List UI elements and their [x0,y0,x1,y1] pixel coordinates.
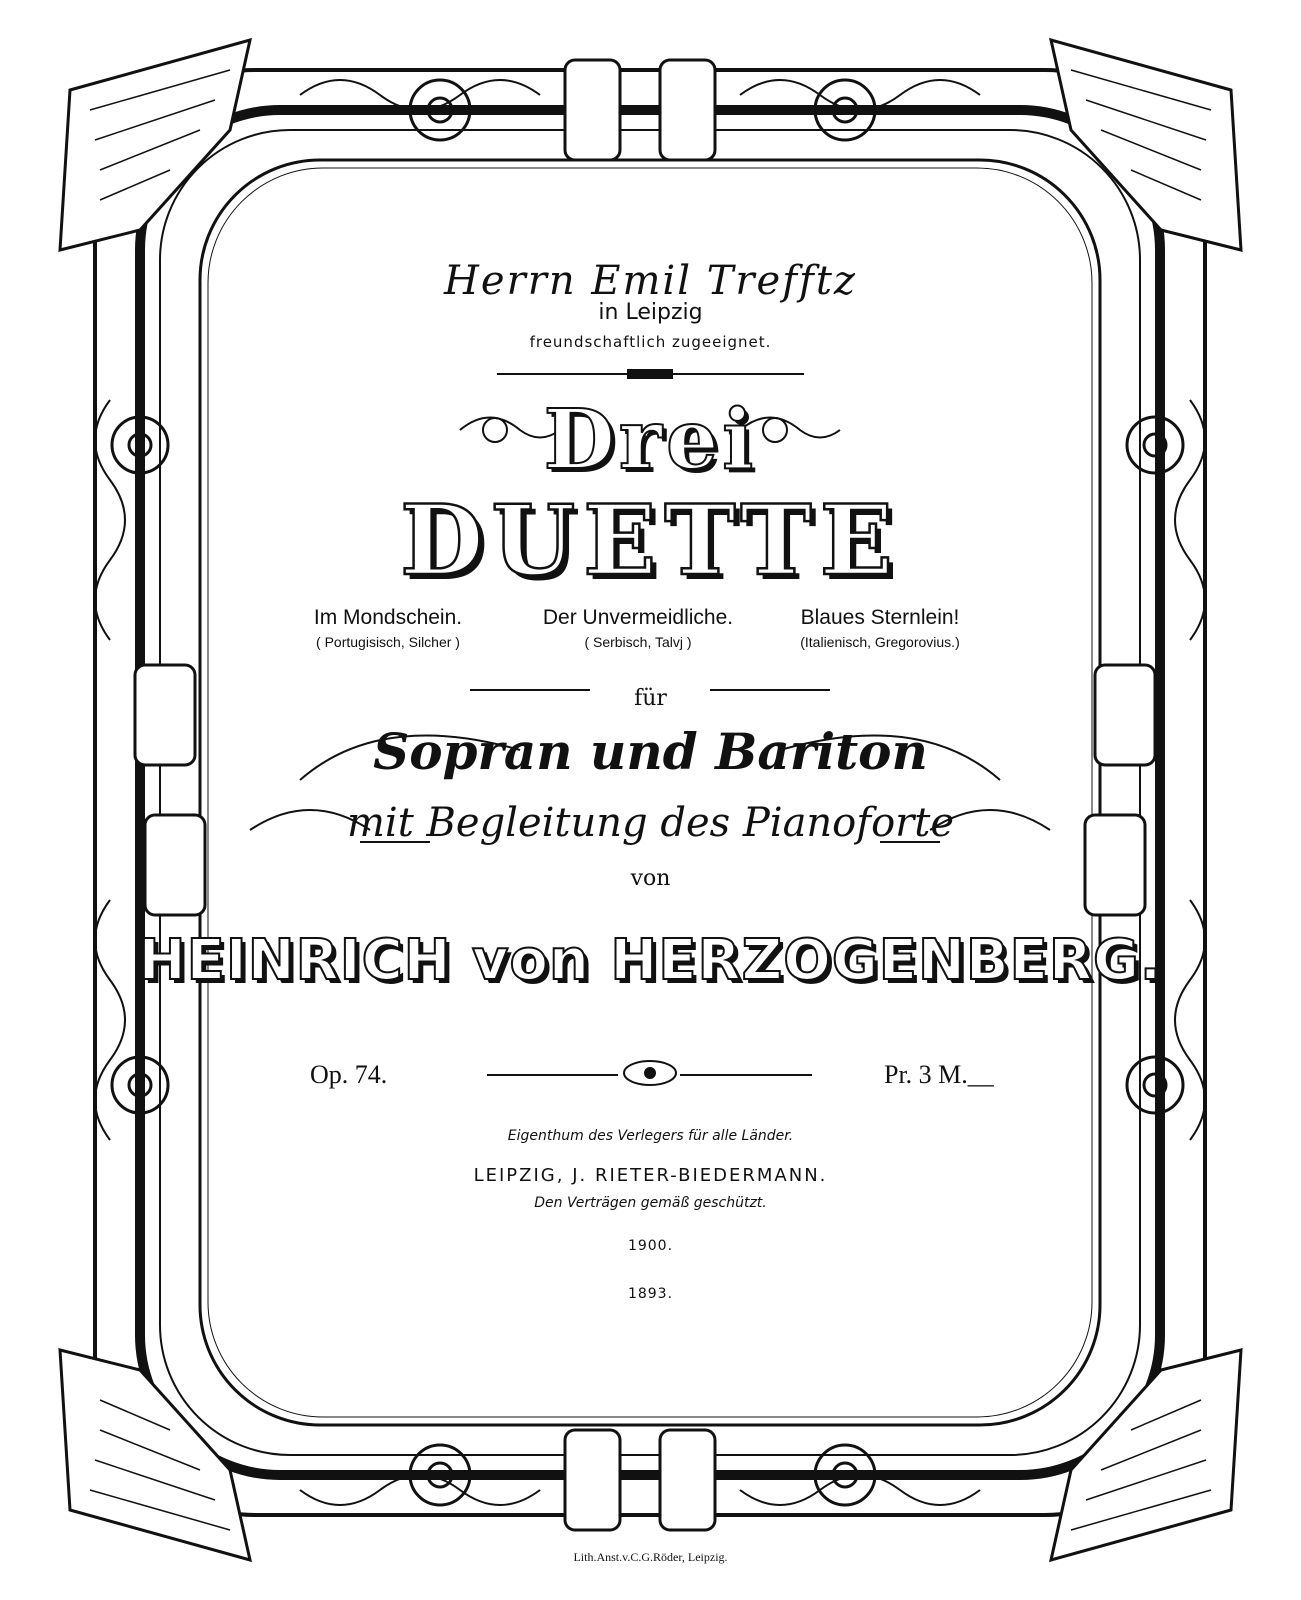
composer-name: HEINRICH von HERZOGENBERG. [138,928,1163,993]
song-source: ( Serbisch, Talvj ) [584,634,692,650]
song-source: ( Portugisisch, Silcher ) [316,634,460,650]
title-drei: Drei [543,392,758,488]
song-1 [258,606,518,650]
property-notice: Eigenthum des Verlegers für alle Länder. [507,1128,794,1144]
title-duette: DUETTE [400,484,901,597]
plate-year-1: 1900. [627,1238,674,1254]
song-2 [508,606,768,650]
price: Pr. 3 M.__ [884,1060,994,1089]
song-source: (Italienisch, Gregorovius.) [800,634,960,650]
voices-line: Sopran und Bariton [373,722,928,781]
protection-notice: Den Verträgen gemäß geschützt. [534,1195,767,1211]
for-label: für [634,686,667,711]
song-3 [750,606,1010,650]
opus-number: Op. 74. [310,1060,388,1089]
by-label: von [630,866,671,891]
dedication-name: Herrn Emil Trefftz [444,258,857,304]
dedication-note: freundschaftlich zugeeignet. [529,333,772,351]
publisher-name: LEIPZIG, J. RIETER-BIEDERMANN. [473,1165,828,1186]
song-title: Blaues Sternlein! [800,606,960,629]
dedication-city: in Leipzig [598,300,703,325]
song-title: Der Unvermeidliche. [542,606,734,629]
plate-year-2: 1893. [627,1286,674,1302]
lithographer-imprint: Lith.Anst.v.C.G.Röder, Leipzig. [573,1550,728,1564]
accompaniment-line: mit Begleitung des Pianoforte [346,800,955,846]
song-title: Im Mondschein. [313,606,463,629]
